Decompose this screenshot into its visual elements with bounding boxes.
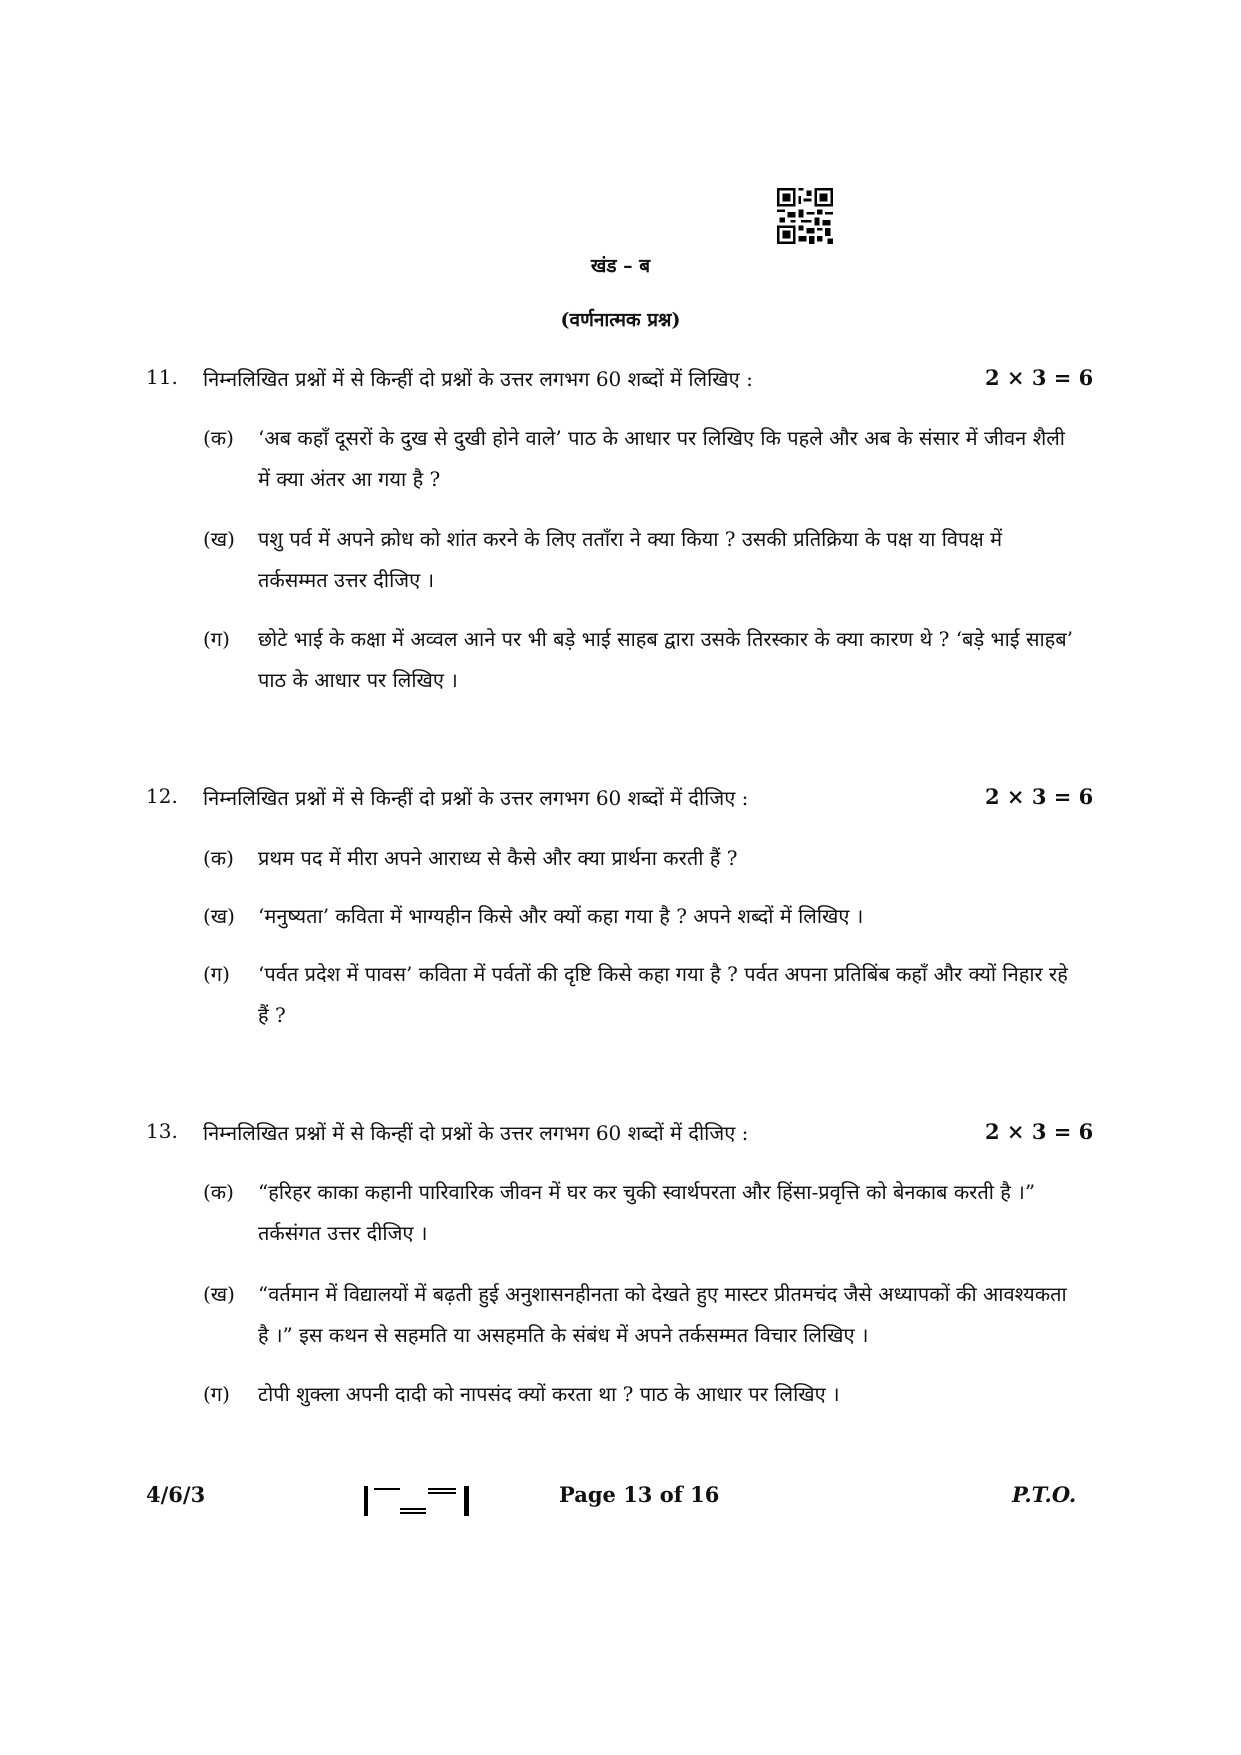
question-instruction: निम्नलिखित प्रश्नों में से किन्हीं दो प्रश्नों के उत्तर लगभग 60 शब्दों में दीजिए :: [203, 1121, 749, 1145]
question-13-header: [0, 1119, 1241, 1149]
question-number: 11.: [146, 365, 178, 389]
part-label: (ग): [203, 627, 230, 651]
question-marks: 2 × 3 = 6: [985, 784, 1094, 809]
question-12-header: [0, 784, 1241, 814]
part-label: (क): [203, 1180, 234, 1204]
part-label: (ग): [203, 1382, 230, 1406]
question-instruction: निम्नलिखित प्रश्नों में से किन्हीं दो प्रश्नों के उत्तर लगभग 60 शब्दों में लिखिए :: [203, 367, 753, 391]
barcode-icon: [364, 1482, 471, 1518]
question-11-header: [0, 365, 1241, 395]
question-marks: 2 × 3 = 6: [985, 1119, 1094, 1144]
part-label: (ग): [203, 962, 230, 986]
question-marks: 2 × 3 = 6: [985, 365, 1094, 390]
part-text: ‘अब कहाँ दूसरों के दुख से दुखी होने वाले’ पाठ के आधार पर लिखिए कि पहले और अब के संसार में जीवन शैली में क्या अंतर आ गया है ?: [258, 426, 1065, 491]
part-text: टोपी शुक्ला अपनी दादी को नापसंद क्यों करता था ? पाठ के आधार पर लिखिए ।: [258, 1382, 840, 1406]
question-number: 13.: [146, 1119, 178, 1143]
part-text: छोटे भाई के कक्षा में अव्वल आने पर भी बड़े भाई साहब द्वारा उसके तिरस्कार के क्या कारण थे ? ‘बड़े भाई साहब’ पाठ के आधार पर लिखिए ।: [258, 627, 1074, 692]
part-text: ‘मनुष्यता’ कविता में भाग्यहीन किसे और क्यों कहा गया है ? अपने शब्दों में लिखिए ।: [258, 904, 864, 928]
part-text: पशु पर्व में अपने क्रोध को शांत करने के लिए तताँरा ने क्या किया ? उसकी प्रतिक्रिया के पक्ष या विपक्ष में तर्कसम्मत उत्तर दीजिए ।: [258, 527, 1003, 592]
part-text: ‘पर्वत प्रदेश में पावस’ कविता में पर्वतों की दृष्टि किसे कहा गया है ? पर्वत अपना प्रतिबिंब कहाँ और क्यों निहार रहे हैं ?: [258, 962, 1068, 1027]
page-footer: [0, 1482, 1241, 1522]
qr-code-icon: [777, 188, 833, 244]
part-label: (क): [203, 426, 234, 450]
part-text: प्रथम पद में मीरा अपने आराध्य से कैसे और क्या प्रार्थना करती हैं ?: [258, 846, 738, 870]
pto-label: P.T.O.: [1012, 1482, 1077, 1507]
section-subtitle: (वर्णनात्मक प्रश्न): [560, 309, 681, 331]
page-number: Page 13 of 16: [559, 1482, 720, 1507]
part-label: (क): [203, 846, 234, 870]
part-label: (ख): [203, 527, 235, 551]
part-text: “वर्तमान में विद्यालयों में बढ़ती हुई अनुशासनहीनता को देखते हुए मास्टर प्रीतमचंद जैसे अध्यापकों की आवश्यकता है ।” इस कथन से सहमति या असहमति के संबंध में अपने तर्कसम्मत विचार लिखिए ।: [258, 1282, 1067, 1347]
paper-code: 4/6/3: [146, 1482, 206, 1507]
question-instruction: निम्नलिखित प्रश्नों में से किन्हीं दो प्रश्नों के उत्तर लगभग 60 शब्दों में दीजिए :: [203, 786, 749, 810]
question-number: 12.: [146, 784, 178, 808]
part-text: “हरिहर काका कहानी पारिवारिक जीवन में घर कर चुकी स्वार्थपरता और हिंसा-प्रवृत्ति को बेनकाब करती है ।” तर्कसंगत उत्तर दीजिए ।: [258, 1180, 1036, 1245]
part-label: (ख): [203, 904, 235, 928]
section-title: खंड – ब: [590, 255, 651, 277]
part-label: (ख): [203, 1282, 235, 1306]
